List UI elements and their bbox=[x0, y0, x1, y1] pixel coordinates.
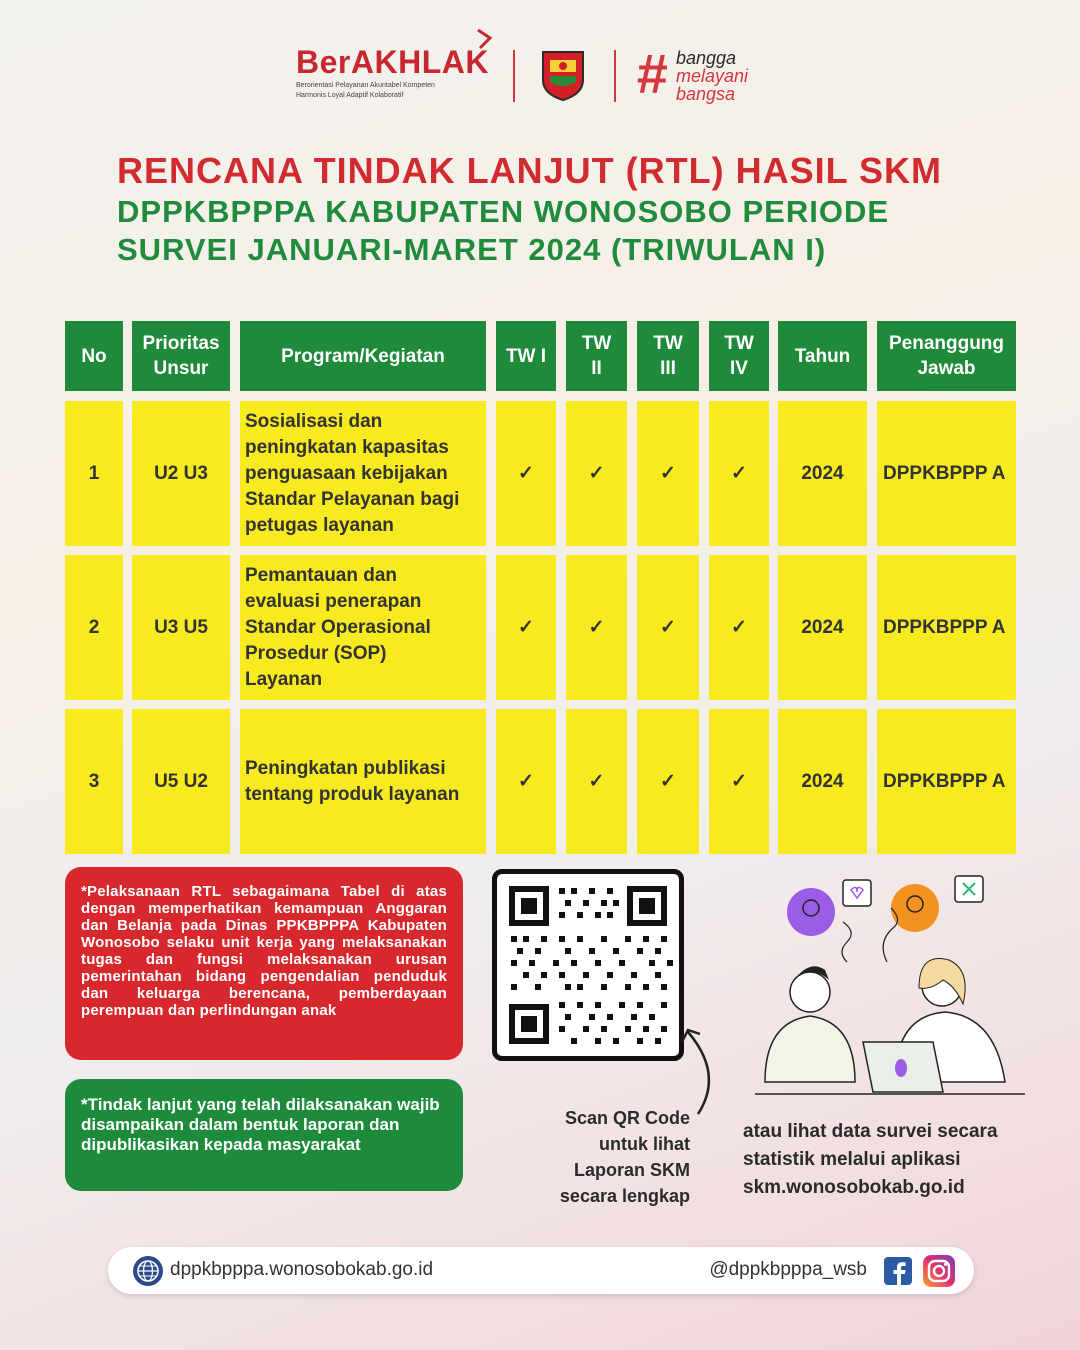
row2-tw4: ✓ bbox=[709, 555, 769, 700]
row1-tw2: ✓ bbox=[566, 401, 627, 546]
row1-program: Sosialisasi dan peningkatan kapasitas penguasaan kebijakan Standar Pelayanan bagi petugas layanan bbox=[240, 401, 486, 546]
facebook-icon[interactable] bbox=[884, 1257, 912, 1285]
row1-tw1: ✓ bbox=[496, 401, 556, 546]
header-penanggung-jawab: Penanggung Jawab bbox=[877, 321, 1016, 391]
skm-app-link[interactable]: skm.wonosobokab.go.id bbox=[743, 1177, 965, 1198]
row2-no: 2 bbox=[65, 555, 123, 700]
page-title: RENCANA TINDAK LANJUT (RTL) HASIL SKM bbox=[117, 150, 942, 191]
row1-tw4: ✓ bbox=[709, 401, 769, 546]
row2-tw2: ✓ bbox=[566, 555, 627, 700]
row1-no: 1 bbox=[65, 401, 123, 546]
row3-tw3: ✓ bbox=[637, 709, 699, 854]
page-subtitle: DPPKBPPPA KABUPATEN WONOSOBO PERIODE SURVEI JANUARI-MARET 2024 (TRIWULAN I) bbox=[117, 194, 890, 267]
tagline-melayani: melayani bbox=[676, 66, 749, 86]
row1-tw3: ✓ bbox=[637, 401, 699, 546]
header-no: No bbox=[65, 321, 123, 391]
qr-caption-line-2: untuk lihat bbox=[599, 1134, 690, 1154]
instagram-icon[interactable] bbox=[922, 1254, 956, 1288]
budget-note bbox=[65, 867, 463, 1060]
survey-illustration bbox=[755, 872, 1025, 1102]
row3-tw2: ✓ bbox=[566, 709, 627, 854]
header-prioritas-unsur: Prioritas Unsur bbox=[132, 321, 230, 391]
followup-note-text: *Tindak lanjut yang telah dilaksanakan wajib disampaikan dalam bentuk laporan dan dipublikasikan kepada masyarakat bbox=[81, 1095, 440, 1154]
qr-code-icon bbox=[497, 874, 679, 1056]
row2-program: Pemantauan dan evaluasi penerapan Standar Operasional Prosedur (SOP) Layanan bbox=[240, 555, 486, 700]
chevron-right-icon bbox=[472, 28, 496, 50]
hashtag-mark: # bbox=[636, 42, 668, 105]
tagline-bangsa: bangsa bbox=[676, 84, 736, 104]
qr-caption-line-4: secara lengkap bbox=[559, 1186, 690, 1206]
globe-icon bbox=[132, 1255, 164, 1287]
header-tw4: TW IV bbox=[709, 321, 769, 391]
budget-note-text: *Pelaksanaan RTL sebagaimana Tabel di atas dengan memperhatikan kemampuan Anggaran dan Belanja pada Dinas PPKBPPPA Kabupaten Wonosobo selaku unit kerja yang melaksanakan tugas dan fungsi melaksanakan urusan pemerintahan bidang pengendalian penduduk dan keluarga berencana, pemberdayaan perempuan dan perlindungan anak bbox=[81, 883, 447, 1019]
qr-code[interactable] bbox=[492, 869, 684, 1061]
qr-caption bbox=[520, 1105, 690, 1209]
header-tw3: TW III bbox=[637, 321, 699, 391]
social-handle[interactable]: @dppkbpppa_wsb bbox=[709, 1259, 867, 1280]
bangga-melayani-logo bbox=[636, 42, 776, 106]
qr-caption-line-3: Laporan SKM bbox=[573, 1160, 690, 1180]
row1-tahun: 2024 bbox=[778, 401, 867, 546]
tagline-bangga: bangga bbox=[676, 48, 737, 68]
berakhlak-subtitle-2: Harmonis Loyal Adaptif Kolaboratif bbox=[296, 92, 404, 99]
header-tw1: TW I bbox=[496, 321, 556, 391]
row2-tw3: ✓ bbox=[637, 555, 699, 700]
row3-pj: DPPKBPPP A bbox=[877, 709, 1016, 854]
row3-program: Peningkatan publikasi tentang produk layanan bbox=[240, 709, 486, 854]
regency-crest-icon bbox=[541, 50, 585, 102]
footer-bar bbox=[108, 1247, 974, 1294]
header-program-kegiatan: Program/Kegiatan bbox=[240, 321, 486, 391]
skm-line-2: statistik melalui aplikasi bbox=[743, 1149, 961, 1170]
skm-line-1: atau lihat data survei secara bbox=[743, 1121, 998, 1142]
header-divider-2 bbox=[614, 50, 616, 102]
row2-pj: DPPKBPPP A bbox=[877, 555, 1016, 700]
row1-unsur: U2 U3 bbox=[132, 401, 230, 546]
followup-note bbox=[65, 1079, 463, 1191]
qr-caption-line-1: Scan QR Code bbox=[564, 1108, 690, 1128]
header-tw2: TW II bbox=[566, 321, 627, 391]
berakhlak-logo bbox=[296, 44, 496, 100]
row3-no: 3 bbox=[65, 709, 123, 854]
row3-tahun: 2024 bbox=[778, 709, 867, 854]
row2-tw1: ✓ bbox=[496, 555, 556, 700]
row2-tahun: 2024 bbox=[778, 555, 867, 700]
row3-unsur: U5 U2 bbox=[132, 709, 230, 854]
website-link[interactable]: dppkbpppa.wonosobokab.go.id bbox=[170, 1259, 434, 1280]
row1-pj: DPPKBPPP A bbox=[877, 401, 1016, 546]
berakhlak-wordmark: BerAKHLAK bbox=[296, 44, 489, 80]
header-tahun: Tahun bbox=[778, 321, 867, 391]
skm-app-text bbox=[743, 1118, 1063, 1202]
row3-tw4: ✓ bbox=[709, 709, 769, 854]
row3-tw1: ✓ bbox=[496, 709, 556, 854]
berakhlak-subtitle-1: Berorientasi Pelayanan Akuntabel Kompeten bbox=[296, 82, 435, 89]
header-divider bbox=[513, 50, 515, 102]
row2-unsur: U3 U5 bbox=[132, 555, 230, 700]
